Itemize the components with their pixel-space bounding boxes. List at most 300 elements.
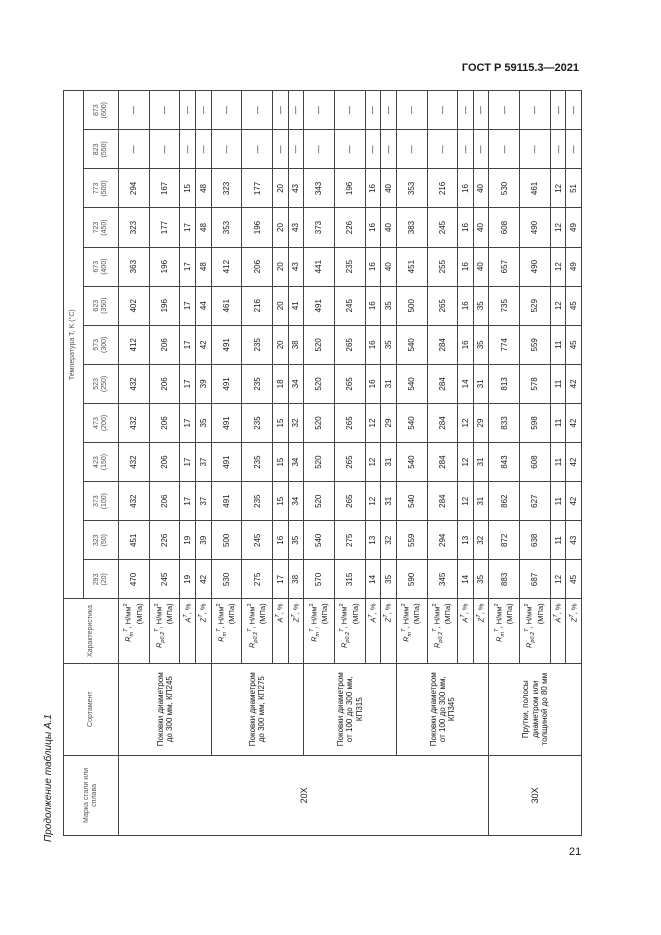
value-cell: 833 — [489, 403, 520, 442]
value-cell: 12 — [365, 443, 381, 482]
value-cell: — — [273, 91, 289, 130]
char-unit-mpa: (МПа) — [443, 603, 453, 625]
char-unit: , % — [460, 603, 470, 615]
value-cell: 48 — [196, 208, 212, 247]
value-cell: 323 — [211, 169, 242, 208]
value-cell: 16 — [365, 247, 381, 286]
value-cell: 34 — [288, 443, 304, 482]
value-cell: 245 — [149, 560, 180, 599]
char-symbol: A — [183, 617, 193, 623]
characteristic-cell — [196, 599, 212, 663]
table-row — [396, 91, 427, 836]
temperature-celsius: (600) — [101, 101, 108, 119]
value-cell: 34 — [288, 482, 304, 521]
value-cell: 15 — [180, 169, 196, 208]
value-cell: 540 — [304, 521, 335, 560]
value-cell: 20 — [273, 325, 289, 364]
value-cell: 540 — [396, 403, 427, 442]
char-superscript: T — [431, 628, 438, 632]
value-cell: 520 — [304, 364, 335, 403]
char-subscript: m — [221, 631, 228, 637]
value-cell: 32 — [473, 521, 489, 560]
value-cell: 12 — [550, 247, 566, 286]
char-unit-mpa: (МПа) — [134, 603, 144, 625]
value-cell: 29 — [381, 403, 397, 442]
mechanical-properties-table — [63, 90, 582, 836]
value-cell: 245 — [334, 286, 365, 325]
value-cell: 235 — [334, 247, 365, 286]
value-cell: 17 — [273, 560, 289, 599]
temperature-header — [84, 403, 119, 442]
temperature-header — [84, 91, 119, 130]
value-cell: 38 — [288, 325, 304, 364]
char-subscript: p0,2 — [160, 631, 167, 643]
value-cell: — — [458, 91, 474, 130]
char-unit: , % — [553, 603, 563, 615]
char-superscript: T — [198, 614, 205, 618]
value-cell: 12 — [458, 403, 474, 442]
char-unit-power: 2 — [246, 603, 253, 607]
char-unit: , Н/мм — [401, 606, 411, 629]
steel-grade-cell: 20Х — [119, 755, 489, 835]
value-cell: 16 — [458, 169, 474, 208]
value-cell: 40 — [381, 208, 397, 247]
char-unit-power: 2 — [524, 603, 531, 607]
char-unit-power: 2 — [339, 603, 346, 607]
table-row — [211, 91, 242, 836]
value-cell: 20 — [273, 208, 289, 247]
value-cell: 598 — [520, 403, 551, 442]
value-cell: 608 — [520, 443, 551, 482]
value-cell: 177 — [149, 208, 180, 247]
value-cell: 657 — [489, 247, 520, 286]
char-symbol: Z — [476, 617, 486, 623]
characteristic-cell — [211, 599, 242, 663]
value-cell: 17 — [180, 403, 196, 442]
value-cell: 255 — [427, 247, 458, 286]
value-cell: 14 — [458, 364, 474, 403]
value-cell: 590 — [396, 560, 427, 599]
value-cell: 284 — [427, 482, 458, 521]
value-cell: 35 — [381, 286, 397, 325]
page-number: 21 — [569, 846, 582, 858]
temperature-celsius: (50) — [101, 534, 108, 547]
char-symbol: R — [216, 636, 226, 642]
value-cell: 490 — [520, 208, 551, 247]
value-cell: 177 — [242, 169, 273, 208]
temperature-celsius: (550) — [101, 141, 108, 158]
value-cell: 17 — [180, 286, 196, 325]
value-cell: 18 — [273, 364, 289, 403]
char-symbol: R — [432, 642, 442, 648]
char-unit-mpa: (МПа) — [535, 603, 545, 625]
char-unit: , Н/мм — [154, 606, 164, 629]
value-cell: 491 — [211, 482, 242, 521]
characteristic-cell — [381, 599, 397, 663]
value-cell: 373 — [304, 208, 335, 247]
value-cell: 559 — [520, 325, 551, 364]
char-superscript: T — [401, 628, 408, 632]
value-cell: 43 — [288, 169, 304, 208]
value-cell: 16 — [365, 208, 381, 247]
value-cell: 31 — [473, 364, 489, 403]
char-unit-power: 2 — [215, 603, 222, 607]
value-cell: — — [520, 91, 551, 130]
value-cell: — — [381, 130, 397, 169]
value-cell: 490 — [520, 247, 551, 286]
temperature-kelvin: 523 — [92, 378, 100, 390]
value-cell: 363 — [119, 247, 150, 286]
value-cell: 43 — [566, 521, 582, 560]
value-cell: 608 — [489, 208, 520, 247]
char-superscript: T — [290, 614, 297, 618]
product-form-cell: Прутки, полосы диаметром или толщиной до 80 мм — [489, 663, 582, 755]
char-symbol: A — [553, 617, 563, 623]
value-cell: 40 — [381, 247, 397, 286]
value-cell: 12 — [365, 403, 381, 442]
characteristic-cell — [489, 599, 520, 663]
char-unit: , % — [183, 603, 193, 615]
value-cell: 42 — [566, 482, 582, 521]
value-cell: — — [396, 91, 427, 130]
value-cell: 16 — [458, 286, 474, 325]
value-cell: 540 — [396, 364, 427, 403]
value-cell: 35 — [381, 560, 397, 599]
temperature-celsius: (500) — [101, 180, 108, 197]
value-cell: — — [381, 91, 397, 130]
value-cell: 353 — [211, 208, 242, 247]
value-cell: 432 — [119, 482, 150, 521]
temperature-celsius: (300) — [101, 336, 108, 353]
temperature-celsius: (250) — [101, 375, 108, 393]
value-cell: 813 — [489, 364, 520, 403]
value-cell: 500 — [211, 521, 242, 560]
value-cell: 20 — [273, 247, 289, 286]
value-cell: 491 — [304, 286, 335, 325]
value-cell: 12 — [458, 443, 474, 482]
characteristic-cell — [119, 599, 150, 663]
value-cell: 43 — [288, 247, 304, 286]
value-cell: — — [473, 130, 489, 169]
value-cell: 323 — [119, 208, 150, 247]
value-cell: 31 — [473, 443, 489, 482]
value-cell: 16 — [365, 325, 381, 364]
value-cell: 45 — [566, 325, 582, 364]
characteristic-cell — [566, 599, 582, 663]
value-cell: 38 — [288, 560, 304, 599]
char-unit-mpa: (МПа) — [258, 603, 268, 625]
char-symbol: Z — [569, 617, 579, 623]
char-unit: , % — [198, 603, 208, 615]
char-symbol: R — [309, 636, 319, 642]
value-cell: 32 — [288, 403, 304, 442]
temperature-celsius: (400) — [101, 258, 108, 275]
value-cell: 627 — [520, 482, 551, 521]
value-cell: 432 — [119, 443, 150, 482]
characteristic-cell — [458, 599, 474, 663]
char-superscript: T — [339, 628, 346, 632]
value-cell: 32 — [381, 521, 397, 560]
value-cell: 29 — [473, 403, 489, 442]
value-cell: — — [473, 91, 489, 130]
value-cell: — — [566, 130, 582, 169]
char-unit-power: 2 — [154, 603, 161, 607]
value-cell: 11 — [550, 364, 566, 403]
value-cell: — — [119, 91, 150, 130]
value-cell: — — [396, 130, 427, 169]
value-cell: 12 — [550, 169, 566, 208]
temperature-kelvin: 423 — [92, 456, 100, 468]
value-cell: 235 — [242, 325, 273, 364]
value-cell: 42 — [196, 325, 212, 364]
value-cell: 284 — [427, 325, 458, 364]
char-superscript: T — [460, 614, 467, 618]
value-cell: 31 — [381, 364, 397, 403]
value-cell: 31 — [381, 443, 397, 482]
value-cell: 862 — [489, 482, 520, 521]
value-cell: 37 — [196, 443, 212, 482]
value-cell: — — [273, 130, 289, 169]
char-symbol: A — [460, 617, 470, 623]
product-form-cell: Поковки диаметром от 100 до 300 мм, КП345 — [396, 663, 489, 755]
value-cell: 275 — [334, 521, 365, 560]
value-cell: 49 — [566, 208, 582, 247]
char-superscript: T — [476, 614, 483, 618]
value-cell: — — [566, 91, 582, 130]
value-cell: 245 — [427, 208, 458, 247]
char-symbol: Z — [383, 617, 393, 623]
value-cell: 245 — [242, 521, 273, 560]
temperature-header — [84, 521, 119, 560]
value-cell: 40 — [473, 208, 489, 247]
value-cell: — — [211, 130, 242, 169]
value-cell: 19 — [180, 560, 196, 599]
table-row — [489, 91, 520, 836]
char-subscript: p0,2 — [252, 631, 259, 643]
value-cell: — — [180, 91, 196, 130]
value-cell: 432 — [119, 364, 150, 403]
table-row — [304, 91, 335, 836]
char-unit-mpa: (МПа) — [165, 603, 175, 625]
value-cell: 40 — [381, 169, 397, 208]
temperature-kelvin: 673 — [92, 260, 100, 273]
value-cell: 196 — [334, 169, 365, 208]
value-cell: 284 — [427, 364, 458, 403]
value-cell: — — [365, 130, 381, 169]
char-unit-power: 2 — [123, 603, 130, 607]
table-continuation-caption: Продолжение таблицы А.1 — [43, 714, 54, 842]
value-cell: 17 — [180, 482, 196, 521]
temperature-kelvin: 473 — [92, 417, 100, 429]
value-cell: 35 — [196, 403, 212, 442]
value-cell: 42 — [196, 560, 212, 599]
char-superscript: T — [154, 628, 161, 632]
temperature-kelvin: 293 — [92, 573, 100, 586]
value-cell: 31 — [381, 482, 397, 521]
value-cell: 35 — [473, 560, 489, 599]
char-superscript: T — [215, 628, 222, 632]
value-cell: — — [334, 130, 365, 169]
value-cell: 265 — [334, 325, 365, 364]
temperature-header — [84, 130, 119, 169]
standard-designation: ГОСТ Р 59115.3—2021 — [461, 62, 579, 74]
value-cell: 402 — [119, 286, 150, 325]
value-cell: 206 — [149, 325, 180, 364]
value-cell: 48 — [196, 247, 212, 286]
value-cell: 49 — [566, 247, 582, 286]
value-cell: 451 — [396, 247, 427, 286]
value-cell: 412 — [119, 325, 150, 364]
col-header-temperature: Температура T, K (°C) — [64, 91, 84, 599]
value-cell: 294 — [119, 169, 150, 208]
value-cell: 520 — [304, 443, 335, 482]
temperature-celsius: (200) — [101, 414, 108, 432]
value-cell: — — [288, 130, 304, 169]
characteristic-cell — [288, 599, 304, 663]
temperature-celsius: (450) — [101, 219, 108, 236]
value-cell: 16 — [458, 208, 474, 247]
char-unit: , % — [291, 603, 301, 615]
char-superscript: T — [123, 628, 130, 632]
value-cell: 872 — [489, 521, 520, 560]
char-superscript: T — [367, 614, 374, 618]
characteristic-cell — [427, 599, 458, 663]
char-unit: , Н/мм — [494, 606, 504, 629]
characteristic-cell — [242, 599, 273, 663]
value-cell: 48 — [196, 169, 212, 208]
value-cell: 42 — [566, 443, 582, 482]
value-cell: — — [180, 130, 196, 169]
value-cell: 226 — [334, 208, 365, 247]
col-header-characteristic: Характеристика — [64, 599, 119, 663]
value-cell: — — [427, 91, 458, 130]
value-cell: 540 — [396, 443, 427, 482]
value-cell: 17 — [180, 325, 196, 364]
col-header-grade: Марка стали или сплава — [64, 755, 119, 835]
char-symbol: R — [247, 642, 257, 648]
temperature-kelvin: 373 — [92, 495, 100, 508]
value-cell: — — [334, 91, 365, 130]
table-row — [119, 91, 150, 836]
value-cell: 16 — [365, 364, 381, 403]
value-cell: 520 — [304, 325, 335, 364]
value-cell: 774 — [489, 325, 520, 364]
temperature-header — [84, 247, 119, 286]
char-symbol: R — [339, 642, 349, 648]
char-unit: , Н/мм — [524, 606, 534, 629]
value-cell: 206 — [149, 482, 180, 521]
characteristic-cell — [473, 599, 489, 663]
value-cell: 294 — [427, 521, 458, 560]
char-symbol: R — [154, 642, 164, 648]
char-subscript: m — [407, 631, 414, 637]
temperature-header — [84, 208, 119, 247]
temperature-celsius: (20) — [101, 573, 108, 586]
char-superscript: T — [524, 628, 531, 632]
characteristic-cell — [180, 599, 196, 663]
value-cell: 15 — [273, 482, 289, 521]
char-superscript: T — [182, 614, 189, 618]
value-cell: 41 — [288, 286, 304, 325]
value-cell: 353 — [396, 169, 427, 208]
char-unit: , % — [383, 603, 393, 615]
value-cell: 216 — [427, 169, 458, 208]
characteristic-cell — [396, 599, 427, 663]
value-cell: 540 — [396, 482, 427, 521]
char-subscript: m — [129, 631, 136, 637]
value-cell: 35 — [473, 325, 489, 364]
char-unit-power: 2 — [431, 603, 438, 607]
value-cell: 578 — [520, 364, 551, 403]
value-cell: 265 — [427, 286, 458, 325]
value-cell: 45 — [566, 560, 582, 599]
value-cell: 15 — [273, 443, 289, 482]
temperature-header — [84, 325, 119, 364]
char-symbol: R — [123, 636, 133, 642]
value-cell: — — [489, 130, 520, 169]
value-cell: 39 — [196, 364, 212, 403]
char-symbol: A — [275, 617, 285, 623]
value-cell: 12 — [550, 208, 566, 247]
value-cell: 43 — [288, 208, 304, 247]
char-superscript: T — [246, 628, 253, 632]
value-cell: 265 — [334, 443, 365, 482]
value-cell: 44 — [196, 286, 212, 325]
value-cell: 17 — [180, 364, 196, 403]
char-symbol: A — [368, 617, 378, 623]
value-cell: 343 — [304, 169, 335, 208]
value-cell: 196 — [149, 247, 180, 286]
value-cell: 491 — [211, 443, 242, 482]
char-superscript: T — [493, 628, 500, 632]
value-cell: — — [427, 130, 458, 169]
value-cell: 12 — [550, 286, 566, 325]
value-cell: 11 — [550, 521, 566, 560]
char-unit-mpa: (МПа) — [350, 603, 360, 625]
value-cell: 42 — [566, 403, 582, 442]
value-cell: 383 — [396, 208, 427, 247]
value-cell: 235 — [242, 443, 273, 482]
value-cell: 206 — [149, 443, 180, 482]
value-cell: 37 — [196, 482, 212, 521]
value-cell: 540 — [396, 325, 427, 364]
value-cell: 520 — [304, 403, 335, 442]
temperature-kelvin: 623 — [92, 299, 100, 312]
char-superscript: T — [308, 628, 315, 632]
value-cell: 284 — [427, 443, 458, 482]
value-cell: — — [242, 130, 273, 169]
value-cell: 735 — [489, 286, 520, 325]
char-unit-power: 2 — [493, 603, 500, 607]
value-cell: 470 — [119, 560, 150, 599]
temperature-kelvin: 323 — [92, 534, 100, 547]
value-cell: 235 — [242, 482, 273, 521]
char-symbol: Z — [291, 617, 301, 623]
characteristic-cell — [365, 599, 381, 663]
value-cell: 491 — [211, 403, 242, 442]
char-unit-mpa: (МПа) — [227, 603, 237, 625]
value-cell: — — [304, 91, 335, 130]
value-cell: — — [550, 130, 566, 169]
temperature-header — [84, 286, 119, 325]
value-cell: 14 — [458, 560, 474, 599]
char-unit: , Н/мм — [247, 606, 257, 629]
value-cell: 19 — [180, 521, 196, 560]
char-unit-power: 2 — [308, 603, 315, 607]
value-cell: 883 — [489, 560, 520, 599]
value-cell: 17 — [180, 208, 196, 247]
value-cell: 196 — [149, 286, 180, 325]
